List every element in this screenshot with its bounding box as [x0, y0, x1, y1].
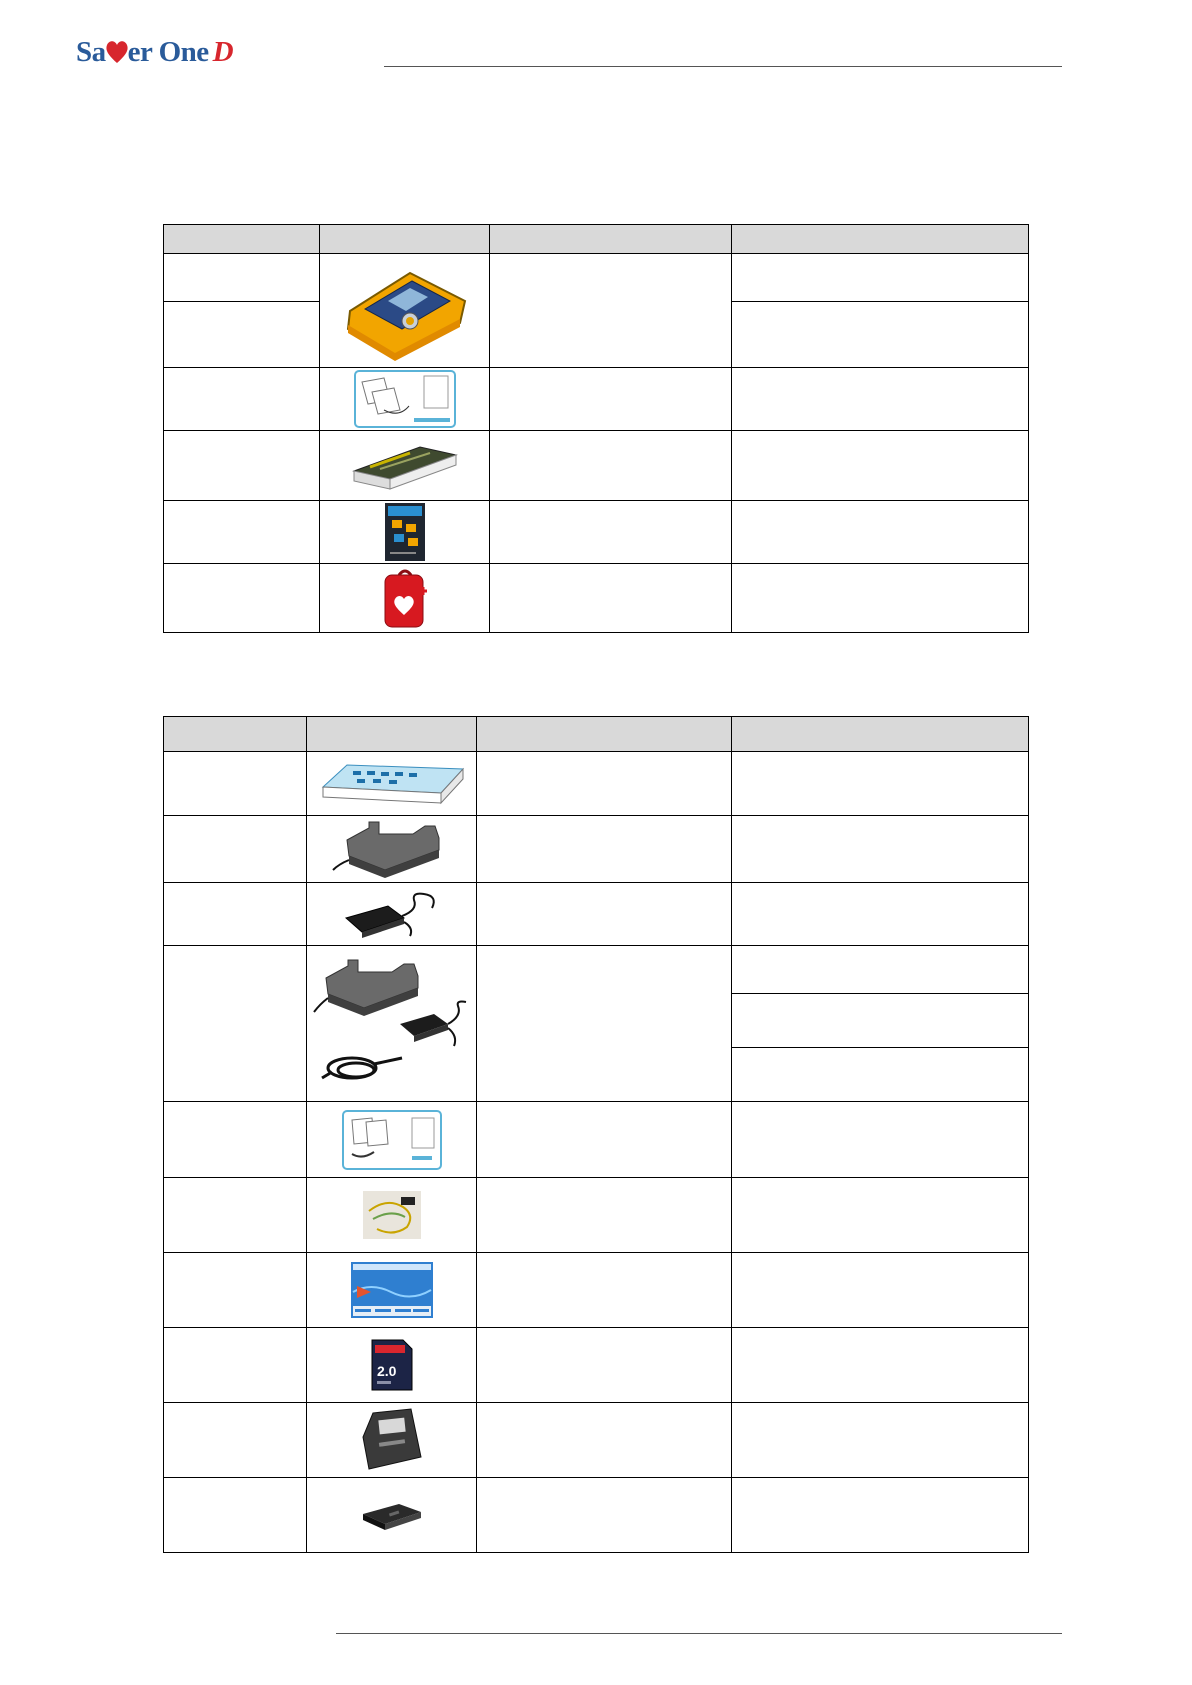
table-cell — [477, 1102, 732, 1178]
table-cell — [164, 1478, 307, 1553]
charger-kit-image — [312, 954, 472, 1094]
footer-rule — [336, 1633, 1062, 1634]
table-cell — [732, 302, 1029, 368]
table-row — [164, 501, 1029, 564]
table-row — [164, 431, 1029, 501]
table-cell — [732, 1102, 1029, 1178]
image-cell — [307, 1178, 477, 1253]
table-cell — [164, 501, 320, 564]
table-row — [164, 1403, 1029, 1478]
table-cell — [732, 501, 1029, 564]
table-row — [164, 254, 1029, 302]
table-cell — [164, 816, 307, 883]
carry-bag-image — [381, 567, 429, 629]
table-cell — [164, 254, 320, 302]
cable-image — [363, 1191, 421, 1239]
card-reader-image — [361, 1498, 423, 1532]
printer-image — [359, 1407, 425, 1473]
table-row — [164, 883, 1029, 946]
table-row — [164, 752, 1029, 816]
header-cell — [477, 717, 732, 752]
image-cell — [307, 883, 477, 946]
table-cell — [477, 816, 732, 883]
header-cell — [164, 225, 320, 254]
table-cell — [477, 1253, 732, 1328]
image-cell — [307, 1102, 477, 1178]
table-cell — [477, 946, 732, 1102]
standard-items-table — [163, 224, 1029, 633]
table-cell — [732, 431, 1029, 501]
charging-dock-image — [329, 820, 455, 878]
table-cell — [732, 752, 1029, 816]
image-cell — [307, 1253, 477, 1328]
table-cell — [477, 1328, 732, 1403]
table-cell — [490, 254, 732, 368]
defibrillator-image — [340, 261, 470, 361]
table-cell — [490, 368, 732, 431]
table-cell — [164, 564, 320, 633]
table-cell — [477, 1478, 732, 1553]
table-cell — [164, 1403, 307, 1478]
table-cell — [732, 1478, 1029, 1553]
header-cell — [490, 225, 732, 254]
image-cell — [320, 564, 490, 633]
table-cell — [164, 1253, 307, 1328]
table-cell — [477, 883, 732, 946]
table-cell — [164, 302, 320, 368]
header-cell — [732, 225, 1029, 254]
table-cell — [732, 883, 1029, 946]
training-pads-image — [342, 1110, 442, 1170]
table-cell — [490, 564, 732, 633]
table-cell — [164, 946, 307, 1102]
table-cell — [732, 994, 1029, 1048]
power-adapter-image — [342, 888, 442, 940]
table-cell — [490, 501, 732, 564]
table-cell — [732, 564, 1029, 633]
table-cell — [732, 368, 1029, 431]
heart-icon — [104, 39, 130, 73]
table-cell — [490, 431, 732, 501]
image-cell — [307, 1328, 477, 1403]
image-cell — [320, 368, 490, 431]
software-image — [351, 1262, 433, 1318]
battery-charger-image — [317, 759, 467, 809]
image-cell — [320, 431, 490, 501]
header-cell — [732, 717, 1029, 752]
table-cell — [732, 1048, 1029, 1102]
image-cell — [307, 946, 477, 1102]
table-row — [164, 1102, 1029, 1178]
image-cell — [307, 816, 477, 883]
image-cell — [307, 752, 477, 816]
electrode-pads-image — [354, 370, 456, 428]
header-rule — [384, 66, 1062, 67]
table-row — [164, 1478, 1029, 1553]
table-row — [164, 1328, 1029, 1403]
table-row — [164, 1178, 1029, 1253]
page-header — [0, 0, 1192, 80]
table-row — [164, 564, 1029, 633]
table-cell — [732, 1403, 1029, 1478]
table-cell — [477, 1178, 732, 1253]
table-cell — [164, 883, 307, 946]
brand-logo: Sa er One D — [76, 36, 233, 73]
table-cell — [477, 1403, 732, 1478]
table-cell — [732, 1328, 1029, 1403]
table-row — [164, 816, 1029, 883]
table-row — [164, 1253, 1029, 1328]
table-cell — [732, 1178, 1029, 1253]
battery-pack-image — [350, 441, 460, 491]
table-cell — [732, 1253, 1029, 1328]
table-cell — [164, 1178, 307, 1253]
sd-card-image — [371, 1339, 413, 1391]
table-cell — [164, 1328, 307, 1403]
table-header-row — [164, 225, 1029, 254]
image-cell — [320, 254, 490, 368]
table-cell — [164, 368, 320, 431]
table-cell — [732, 816, 1029, 883]
image-cell — [307, 1403, 477, 1478]
table-cell — [164, 431, 320, 501]
header-cell — [320, 225, 490, 254]
image-cell — [307, 1478, 477, 1553]
optional-items-table — [163, 716, 1029, 1553]
table-cell — [164, 1102, 307, 1178]
table-cell — [164, 752, 307, 816]
header-cell — [164, 717, 307, 752]
table-header-row — [164, 717, 1029, 752]
image-cell — [320, 501, 490, 564]
table-cell — [732, 254, 1029, 302]
svg-text:2.0: 2.0 — [376, 1363, 396, 1379]
quick-guide-image — [384, 502, 426, 562]
table-row — [164, 946, 1029, 994]
table-row — [164, 368, 1029, 431]
table-cell — [732, 946, 1029, 994]
header-cell — [307, 717, 477, 752]
table-cell — [477, 752, 732, 816]
